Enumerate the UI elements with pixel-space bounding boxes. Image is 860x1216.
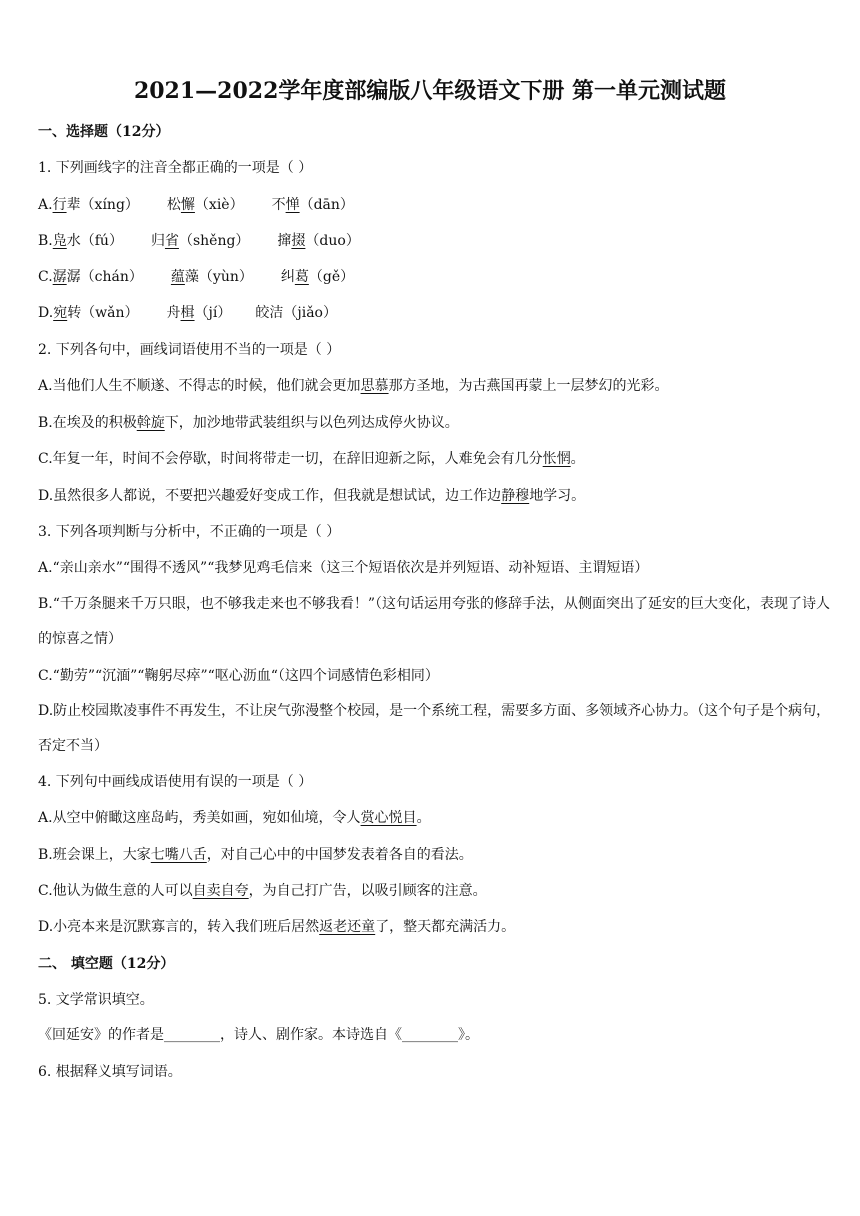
question-4-option-d [38, 917, 832, 937]
option-prefix: C. [38, 269, 53, 285]
option-text: （jí） [194, 305, 232, 321]
question-2-stem: 2. 下列各句中，画线词语使用不当的一项是（ ） [38, 342, 341, 358]
option-text: 地学习。 [529, 488, 586, 504]
option-text: ，为自己打广告，以吸引顾客的注意。 [248, 883, 487, 899]
question-2-option-d [38, 486, 832, 506]
question-3-option-d: D.防止校园欺凌事件不再发生，不让戾气弥漫整个校园，是一个系统工程，需要多方面、多领域齐心协力。（这个句子是个病句，否定不当） [38, 703, 831, 754]
option-text: C.他认为做生意的人可以 [38, 883, 193, 899]
option-text: 。 [570, 451, 585, 467]
option-text: 潺（chán） [66, 269, 143, 285]
option-text: （shěng） [178, 233, 250, 249]
option-text: （dān） [299, 197, 354, 213]
option-text: 。 [416, 810, 431, 826]
question-1-option-d [38, 303, 832, 323]
question-1-option-b [38, 231, 832, 251]
section-heading-fill-in: 二、 填空题（12分） [38, 956, 175, 972]
question-4-stem: 4. 下列句中画线成语使用有误的一项是（ ） [38, 774, 313, 790]
option-text: 藻（yùn） [184, 269, 253, 285]
underlined-word: 怅惘 [542, 451, 571, 467]
question-3-option-a: A.“亲山亲水”“围得不透风”“我梦见鸡毛信来（这三个短语依次是并列短语、动补短语、主谓短语） [38, 560, 649, 576]
underlined-char: 蕴 [170, 269, 185, 285]
question-3-option-b: B.“千万条腿来千万只眼，也不够我走来也不够我看！”（这句话运用夸张的修辞手法，从侧面突出了延安的巨大变化，表现了诗人的惊喜之情） [38, 596, 831, 647]
option-text: 不 [271, 197, 286, 213]
section-heading-choice: 一、选择题（12分） [38, 124, 170, 140]
question-3-option-c: C.“勤劳”“沉湎”“鞠躬尽瘁”“呕心沥血“（这四个词感情色彩相同） [38, 668, 439, 684]
underlined-char: 行 [52, 197, 67, 213]
option-text: D.小亮本来是沉默寡言的，转入我们班后居然 [38, 919, 320, 935]
option-text: 撺 [277, 233, 292, 249]
question-1-option-c [38, 267, 832, 287]
option-prefix: A. [38, 197, 53, 213]
option-text: 松 [166, 197, 181, 213]
question-1-stem: 1. 下列画线字的注音全都正确的一项是（ ） [38, 160, 313, 176]
underlined-char: 惮 [285, 197, 300, 213]
question-3-stem: 3. 下列各项判断与分析中，不正确的一项是（ ） [38, 524, 341, 540]
underlined-char: 宛 [53, 305, 68, 321]
option-prefix: B. [38, 233, 53, 249]
underlined-char: 懈 [180, 197, 195, 213]
option-text: C.年复一年，时间不会停歇，时间将带走一切，在辞旧迎新之际，人难免会有几分 [38, 451, 543, 467]
option-text: B.班会课上，大家 [38, 847, 151, 863]
option-text: 了，整天都充满活力。 [375, 919, 516, 935]
option-text: 纠 [280, 269, 295, 285]
question-2-option-b [38, 413, 832, 433]
question-4-option-a [38, 808, 832, 828]
question-2-option-a [38, 376, 832, 396]
option-text: 转（wǎn） [67, 305, 139, 321]
question-5-fill-line: 《回延安》的作者是________，诗人、剧作家。本诗选自《________》。 [38, 1027, 479, 1043]
underlined-char: 凫 [52, 233, 67, 249]
option-text: 水（fú） [66, 233, 123, 249]
underlined-char: 葛 [294, 269, 309, 285]
option-text: 舟 [166, 305, 181, 321]
underlined-char: 楫 [180, 305, 195, 321]
option-text: A.当他们人生不顺遂、不得志的时候，他们就会更加 [38, 378, 361, 394]
underlined-word: 思慕 [360, 378, 389, 394]
underlined-idiom: 赏心悦目 [360, 810, 417, 826]
option-text: A.从空中俯瞰这座岛屿，秀美如画，宛如仙境，令人 [38, 810, 361, 826]
option-text: 归 [150, 233, 165, 249]
option-text: 下，加沙地带武装组织与以色列达成停火协议。 [164, 415, 459, 431]
underlined-char: 潺 [52, 269, 67, 285]
option-text: D.虽然很多人都说，不要把兴趣爱好变成工作，但我就是想试试，边工作边 [38, 488, 502, 504]
question-4-option-c [38, 881, 832, 901]
underlined-char: 省 [164, 233, 179, 249]
underlined-idiom: 七嘴八舌 [150, 847, 207, 863]
question-2-option-c [38, 449, 832, 469]
option-text: （gě） [308, 269, 355, 285]
question-5-stem: 5. 文学常识填空。 [38, 992, 154, 1008]
question-1-option-a [38, 195, 832, 215]
underlined-char: 掇 [291, 233, 306, 249]
underlined-word: 斡旋 [136, 415, 165, 431]
page-title: 2021—2022学年度部编版八年级语文下册 第一单元测试题 [133, 78, 727, 104]
option-text: 辈（xíng） [66, 197, 139, 213]
option-text: ，对自己心中的中国梦发表着各自的看法。 [206, 847, 473, 863]
question-6-stem: 6. 根据释义填写词语。 [38, 1064, 182, 1080]
option-prefix: D. [38, 305, 54, 321]
underlined-idiom: 返老还童 [319, 919, 376, 935]
option-text: （xiè） [194, 197, 244, 213]
option-text: 皎洁（jiǎo） [255, 305, 337, 321]
option-text: （duo） [305, 233, 360, 249]
underlined-idiom: 自卖自夸 [192, 883, 249, 899]
option-text: 那方圣地，为古燕国再蒙上一层梦幻的光彩。 [388, 378, 669, 394]
option-text: B.在埃及的积极 [38, 415, 137, 431]
underlined-word: 静穆 [501, 488, 530, 504]
question-4-option-b [38, 845, 832, 865]
